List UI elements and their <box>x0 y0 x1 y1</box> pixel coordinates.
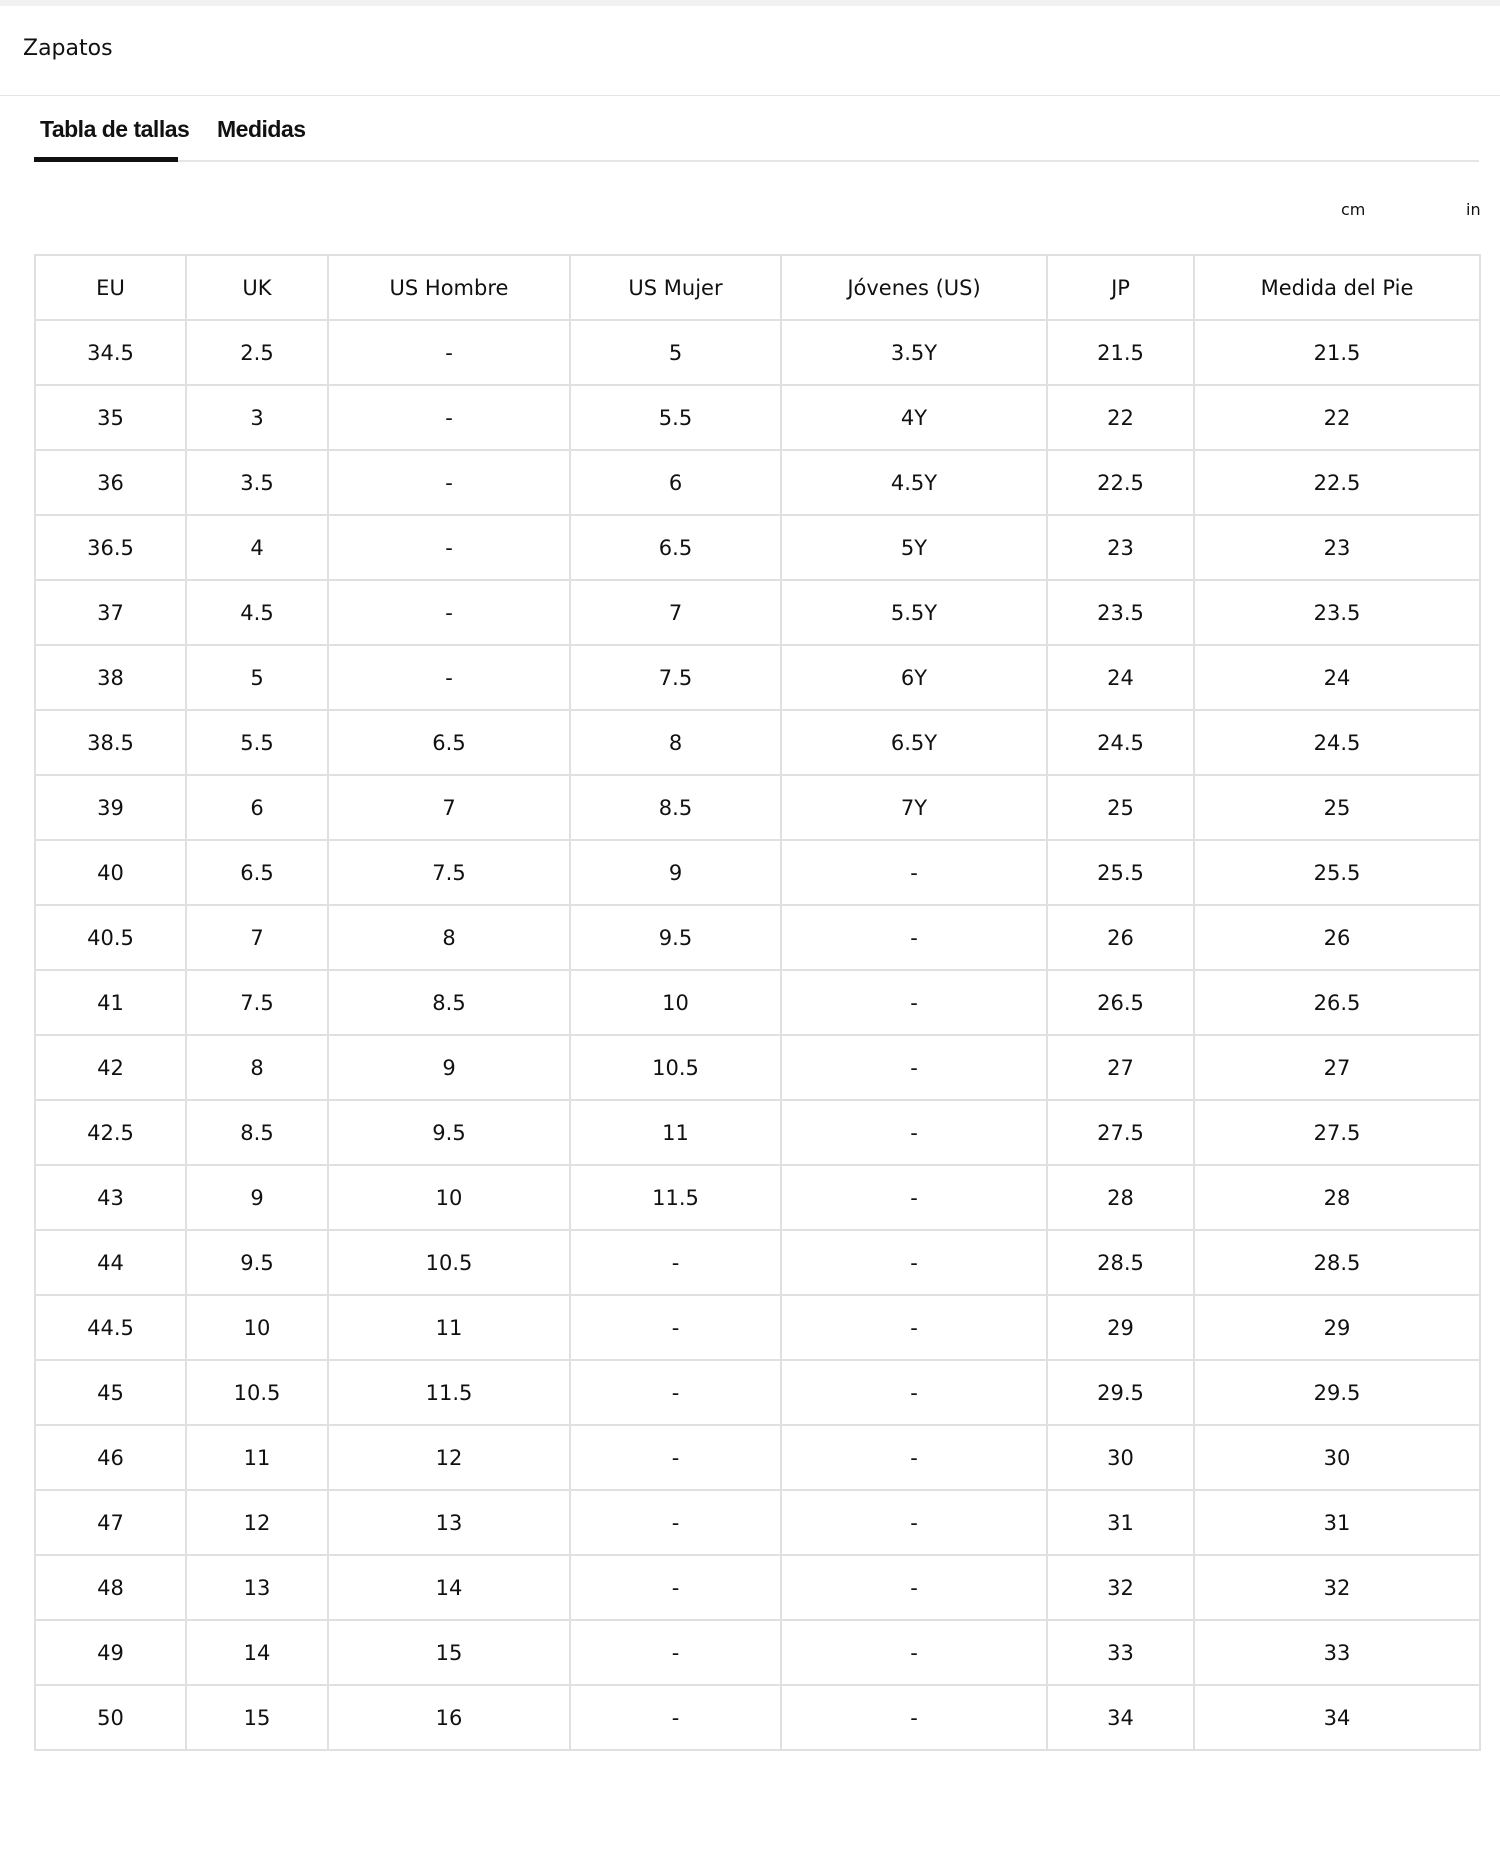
table-cell: 21.5 <box>1194 320 1480 385</box>
table-row <box>35 905 1480 970</box>
table-cell: 34.5 <box>35 320 186 385</box>
table-cell: 9.5 <box>186 1230 328 1295</box>
table-cell: - <box>781 1100 1047 1165</box>
table-row <box>35 1100 1480 1165</box>
table-cell: 23.5 <box>1047 580 1194 645</box>
table-cell: 32 <box>1047 1555 1194 1620</box>
table-cell: 24.5 <box>1194 710 1480 775</box>
table-cell: - <box>781 1620 1047 1685</box>
table-cell: 27.5 <box>1047 1100 1194 1165</box>
table-row <box>35 775 1480 840</box>
table-cell: 3.5Y <box>781 320 1047 385</box>
table-cell: - <box>570 1620 781 1685</box>
table-cell: 27.5 <box>1194 1100 1480 1165</box>
table-cell: 44 <box>35 1230 186 1295</box>
table-cell: 11 <box>328 1295 570 1360</box>
column-header: Jóvenes (US) <box>781 255 1047 320</box>
table-cell: 4.5Y <box>781 450 1047 515</box>
table-cell: - <box>781 1035 1047 1100</box>
table-cell: 41 <box>35 970 186 1035</box>
table-cell: 37 <box>35 580 186 645</box>
table-row <box>35 1555 1480 1620</box>
table-cell: 28 <box>1194 1165 1480 1230</box>
table-cell: 47 <box>35 1490 186 1555</box>
table-cell: 5.5 <box>570 385 781 450</box>
table-row <box>35 1295 1480 1360</box>
table-cell: 42.5 <box>35 1100 186 1165</box>
table-cell: 38.5 <box>35 710 186 775</box>
table-cell: 9 <box>570 840 781 905</box>
table-cell: 40.5 <box>35 905 186 970</box>
table-cell: 7.5 <box>186 970 328 1035</box>
table-cell: 5 <box>570 320 781 385</box>
table-cell: 11 <box>570 1100 781 1165</box>
table-cell: 9 <box>186 1165 328 1230</box>
table-cell: 7.5 <box>570 645 781 710</box>
table-cell: - <box>781 1425 1047 1490</box>
table-row <box>35 645 1480 710</box>
table-cell: 22 <box>1194 385 1480 450</box>
table-cell: 6.5 <box>328 710 570 775</box>
table-cell: 24 <box>1194 645 1480 710</box>
table-cell: 42 <box>35 1035 186 1100</box>
table-cell: 8.5 <box>570 775 781 840</box>
table-row <box>35 1035 1480 1100</box>
table-cell: 28.5 <box>1047 1230 1194 1295</box>
table-cell: 6.5Y <box>781 710 1047 775</box>
table-cell: - <box>570 1425 781 1490</box>
size-table <box>34 254 1481 1751</box>
table-cell: 3.5 <box>186 450 328 515</box>
table-cell: 23 <box>1194 515 1480 580</box>
column-header: EU <box>35 255 186 320</box>
table-row <box>35 970 1480 1035</box>
table-row <box>35 1165 1480 1230</box>
table-cell: 36.5 <box>35 515 186 580</box>
table-cell: - <box>781 1685 1047 1750</box>
table-cell: 6.5 <box>186 840 328 905</box>
table-cell: - <box>328 580 570 645</box>
tab-size-chart[interactable]: Tabla de tallas <box>40 116 190 142</box>
category-title: Zapatos <box>23 36 113 61</box>
table-cell: 26.5 <box>1194 970 1480 1035</box>
table-cell: 12 <box>328 1425 570 1490</box>
table-row <box>35 710 1480 775</box>
table-cell: 7Y <box>781 775 1047 840</box>
table-cell: 32 <box>1194 1555 1480 1620</box>
table-cell: - <box>781 1165 1047 1230</box>
table-cell: 10.5 <box>186 1360 328 1425</box>
table-cell: 4Y <box>781 385 1047 450</box>
table-cell: - <box>328 645 570 710</box>
table-row <box>35 450 1480 515</box>
column-header: US Hombre <box>328 255 570 320</box>
table-cell: 25 <box>1194 775 1480 840</box>
table-cell: - <box>570 1490 781 1555</box>
table-cell: 27 <box>1047 1035 1194 1100</box>
table-cell: 30 <box>1047 1425 1194 1490</box>
table-cell: 2.5 <box>186 320 328 385</box>
table-cell: 7 <box>328 775 570 840</box>
column-header: Medida del Pie <box>1194 255 1480 320</box>
table-row <box>35 840 1480 905</box>
table-cell: 44.5 <box>35 1295 186 1360</box>
table-cell: 3 <box>186 385 328 450</box>
table-row <box>35 1425 1480 1490</box>
table-cell: 15 <box>328 1620 570 1685</box>
active-tab-indicator <box>34 157 178 162</box>
table-cell: 9.5 <box>570 905 781 970</box>
table-cell: 8 <box>328 905 570 970</box>
table-cell: - <box>570 1295 781 1360</box>
column-header: US Mujer <box>570 255 781 320</box>
table-cell: 4 <box>186 515 328 580</box>
table-cell: 46 <box>35 1425 186 1490</box>
table-row <box>35 1685 1480 1750</box>
table-cell: 34 <box>1194 1685 1480 1750</box>
table-cell: 8.5 <box>186 1100 328 1165</box>
tab-measures[interactable]: Medidas <box>217 116 306 142</box>
table-cell: 25.5 <box>1047 840 1194 905</box>
table-cell: 36 <box>35 450 186 515</box>
table-cell: 7 <box>186 905 328 970</box>
table-cell: 25.5 <box>1194 840 1480 905</box>
table-cell: 4.5 <box>186 580 328 645</box>
table-cell: 9 <box>328 1035 570 1100</box>
table-body <box>35 320 1480 1750</box>
table-cell: 14 <box>186 1620 328 1685</box>
table-cell: 29 <box>1194 1295 1480 1360</box>
table-cell: - <box>570 1360 781 1425</box>
table-cell: - <box>570 1555 781 1620</box>
category-header <box>0 6 1500 96</box>
table-cell: - <box>781 970 1047 1035</box>
table-cell: 45 <box>35 1360 186 1425</box>
table-cell: 21.5 <box>1047 320 1194 385</box>
table-cell: - <box>781 1230 1047 1295</box>
table-cell: 23.5 <box>1194 580 1480 645</box>
table-cell: 7.5 <box>328 840 570 905</box>
table-cell: 31 <box>1194 1490 1480 1555</box>
table-cell: - <box>570 1230 781 1295</box>
table-cell: 39 <box>35 775 186 840</box>
table-cell: 8.5 <box>328 970 570 1035</box>
table-cell: 48 <box>35 1555 186 1620</box>
table-cell: 26 <box>1047 905 1194 970</box>
table-cell: 10.5 <box>328 1230 570 1295</box>
table-cell: - <box>328 515 570 580</box>
table-cell: - <box>328 450 570 515</box>
table-cell: 22 <box>1047 385 1194 450</box>
table-cell: 24.5 <box>1047 710 1194 775</box>
table-cell: 25 <box>1047 775 1194 840</box>
table-cell: - <box>781 1360 1047 1425</box>
table-cell: 23 <box>1047 515 1194 580</box>
table-row <box>35 385 1480 450</box>
table-cell: 10 <box>570 970 781 1035</box>
table-cell: 49 <box>35 1620 186 1685</box>
table-cell: 13 <box>328 1490 570 1555</box>
column-header: JP <box>1047 255 1194 320</box>
table-cell: 29.5 <box>1194 1360 1480 1425</box>
table-cell: 6 <box>570 450 781 515</box>
table-cell: 5.5 <box>186 710 328 775</box>
unit-in-toggle[interactable]: in <box>1466 200 1481 219</box>
table-cell: - <box>781 1295 1047 1360</box>
table-cell: 11.5 <box>570 1165 781 1230</box>
table-cell: 22.5 <box>1194 450 1480 515</box>
table-cell: 9.5 <box>328 1100 570 1165</box>
table-cell: 15 <box>186 1685 328 1750</box>
table-cell: 38 <box>35 645 186 710</box>
unit-cm-toggle[interactable]: cm <box>1341 200 1366 219</box>
table-cell: 5 <box>186 645 328 710</box>
table-cell: 31 <box>1047 1490 1194 1555</box>
table-cell: 6.5 <box>570 515 781 580</box>
table-cell: 35 <box>35 385 186 450</box>
table-cell: 28 <box>1047 1165 1194 1230</box>
table-cell: 24 <box>1047 645 1194 710</box>
table-cell: 8 <box>186 1035 328 1100</box>
table-cell: 14 <box>328 1555 570 1620</box>
table-row <box>35 1490 1480 1555</box>
table-cell: 26.5 <box>1047 970 1194 1035</box>
table-cell: 16 <box>328 1685 570 1750</box>
table-row <box>35 1620 1480 1685</box>
table-cell: - <box>328 385 570 450</box>
table-cell: 7 <box>570 580 781 645</box>
table-cell: 10.5 <box>570 1035 781 1100</box>
table-cell: - <box>781 1490 1047 1555</box>
table-cell: 29 <box>1047 1295 1194 1360</box>
table-cell: 11 <box>186 1425 328 1490</box>
table-cell: - <box>781 1555 1047 1620</box>
column-header: UK <box>186 255 328 320</box>
table-row <box>35 515 1480 580</box>
table-row <box>35 1230 1480 1295</box>
table-cell: 6 <box>186 775 328 840</box>
table-cell: 27 <box>1194 1035 1480 1100</box>
table-cell: - <box>570 1685 781 1750</box>
tab-bar <box>34 96 1479 162</box>
table-cell: 29.5 <box>1047 1360 1194 1425</box>
table-cell: 22.5 <box>1047 450 1194 515</box>
table-cell: 26 <box>1194 905 1480 970</box>
table-cell: 10 <box>186 1295 328 1360</box>
table-cell: 33 <box>1047 1620 1194 1685</box>
table-cell: 10 <box>328 1165 570 1230</box>
table-cell: 40 <box>35 840 186 905</box>
table-cell: 12 <box>186 1490 328 1555</box>
table-cell: 5Y <box>781 515 1047 580</box>
table-cell: 11.5 <box>328 1360 570 1425</box>
table-row <box>35 320 1480 385</box>
table-cell: 8 <box>570 710 781 775</box>
table-cell: 33 <box>1194 1620 1480 1685</box>
table-cell: 34 <box>1047 1685 1194 1750</box>
table-cell: - <box>328 320 570 385</box>
table-row <box>35 1360 1480 1425</box>
table-cell: 28.5 <box>1194 1230 1480 1295</box>
table-cell: - <box>781 840 1047 905</box>
table-cell: 43 <box>35 1165 186 1230</box>
table-cell: 5.5Y <box>781 580 1047 645</box>
table-header-row <box>35 255 1480 320</box>
table-cell: 30 <box>1194 1425 1480 1490</box>
table-cell: - <box>781 905 1047 970</box>
table-cell: 50 <box>35 1685 186 1750</box>
table-row <box>35 580 1480 645</box>
table-cell: 6Y <box>781 645 1047 710</box>
table-cell: 13 <box>186 1555 328 1620</box>
